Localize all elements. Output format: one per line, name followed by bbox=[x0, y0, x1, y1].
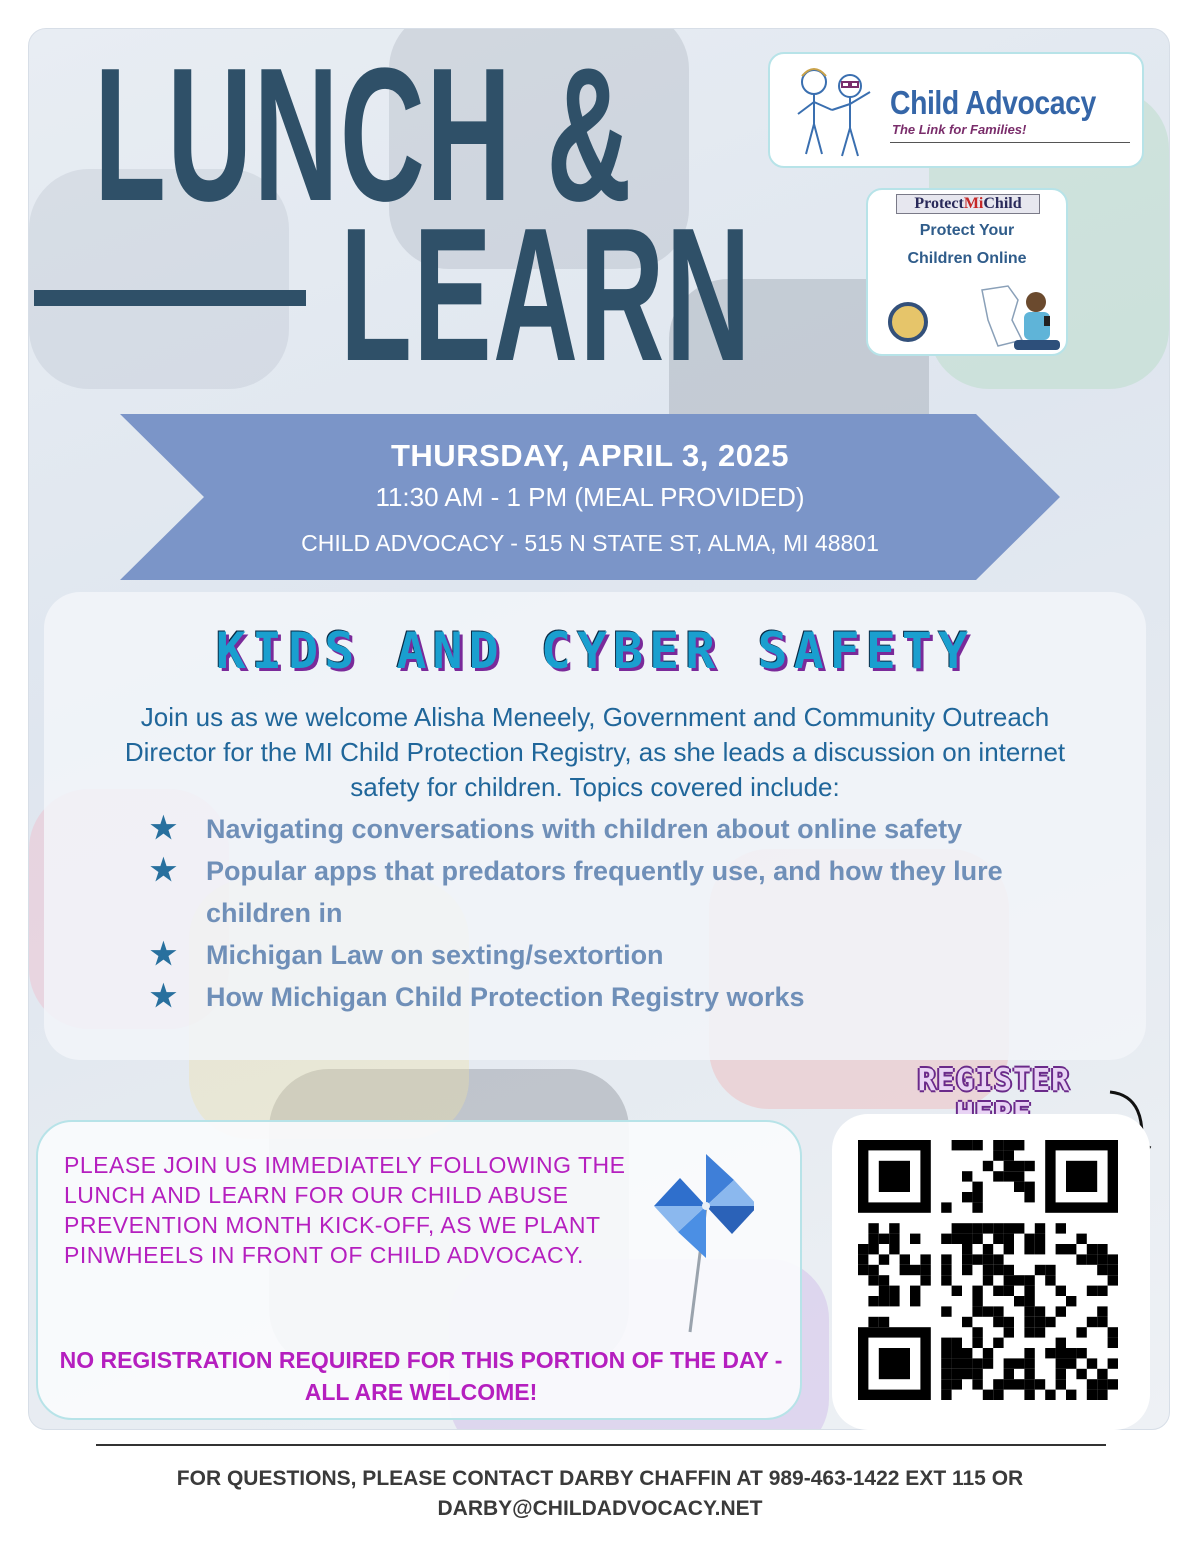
star-icon: ★ bbox=[150, 980, 177, 1013]
qr-code-icon[interactable] bbox=[858, 1140, 1118, 1400]
event-location: CHILD ADVOCACY - 515 N STATE ST, ALMA, MI 48801 bbox=[301, 530, 879, 556]
info-heading: KIDS AND CYBER SAFETY bbox=[215, 622, 975, 680]
protect-mi-child-line-1: Protect Your bbox=[919, 222, 1015, 239]
event-date: THURSDAY, APRIL 3, 2025 bbox=[390, 438, 789, 473]
topic-list bbox=[150, 808, 1110, 1018]
list-item: ★ How Michigan Child Protection Registry works bbox=[150, 976, 1110, 1018]
list-item: ★ Navigating conversations with children about online safety bbox=[150, 808, 1110, 850]
event-banner bbox=[120, 414, 1060, 580]
child-advocacy-rule bbox=[890, 142, 1130, 143]
title-line-2: LEARN bbox=[340, 189, 752, 401]
info-lead: Join us as we welcome Alisha Meneely, Government and Community Outreach Director for the MI Child Protection Registry, as she leads a discussion on internet safety for children. Topics covered include: bbox=[124, 702, 1066, 802]
protect-mi-child-logo bbox=[866, 188, 1068, 356]
list-item: ★ Popular apps that predators frequently use, and how they lure children in bbox=[150, 850, 1110, 934]
star-icon: ★ bbox=[150, 854, 177, 887]
child-advocacy-name: Child Advocacy bbox=[890, 84, 1096, 121]
title-rule bbox=[34, 290, 306, 306]
child-advocacy-logo bbox=[768, 52, 1144, 168]
pinwheel-icon bbox=[654, 1150, 754, 1340]
followup-panel bbox=[36, 1120, 802, 1420]
followup-text: PLEASE JOIN US IMMEDIATELY FOLLOWING THE LUNCH AND LEARN FOR OUR CHILD ABUSE PREVENTION MONTH KICK-OFF, AS WE PLANT PINWHEELS IN FRONT OF CHILD ADVOCACY. bbox=[64, 1152, 626, 1268]
star-icon: ★ bbox=[150, 812, 177, 845]
register-label: REGISTER bbox=[917, 1063, 1071, 1098]
list-item: ★ Michigan Law on sexting/sextortion bbox=[150, 934, 1110, 976]
children-figures-icon bbox=[784, 62, 884, 162]
child-advocacy-tagline: The Link for Families! bbox=[892, 122, 1027, 137]
footer-contact: FOR QUESTIONS, PLEASE CONTACT DARBY CHAFFIN AT 989-463-1422 EXT 115 OR DARBY@CHILDADVOCACY.NET bbox=[176, 1467, 1024, 1520]
child-with-phone-icon bbox=[978, 280, 1068, 356]
star-icon: ★ bbox=[150, 938, 177, 971]
protect-mi-child-brand: ProtectMiChild bbox=[896, 194, 1040, 214]
event-time: 11:30 AM - 1 PM (MEAL PROVIDED) bbox=[375, 482, 805, 512]
protect-mi-child-line-2: Children Online bbox=[907, 250, 1027, 267]
michigan-seal-icon bbox=[888, 302, 928, 342]
title-line-1: LUNCH & bbox=[94, 29, 633, 241]
footer-rule bbox=[96, 1444, 1106, 1446]
no-registration-note: NO REGISTRATION REQUIRED FOR THIS PORTION OF THE DAY - ALL ARE WELCOME! bbox=[59, 1347, 783, 1405]
info-panel bbox=[44, 592, 1146, 1060]
